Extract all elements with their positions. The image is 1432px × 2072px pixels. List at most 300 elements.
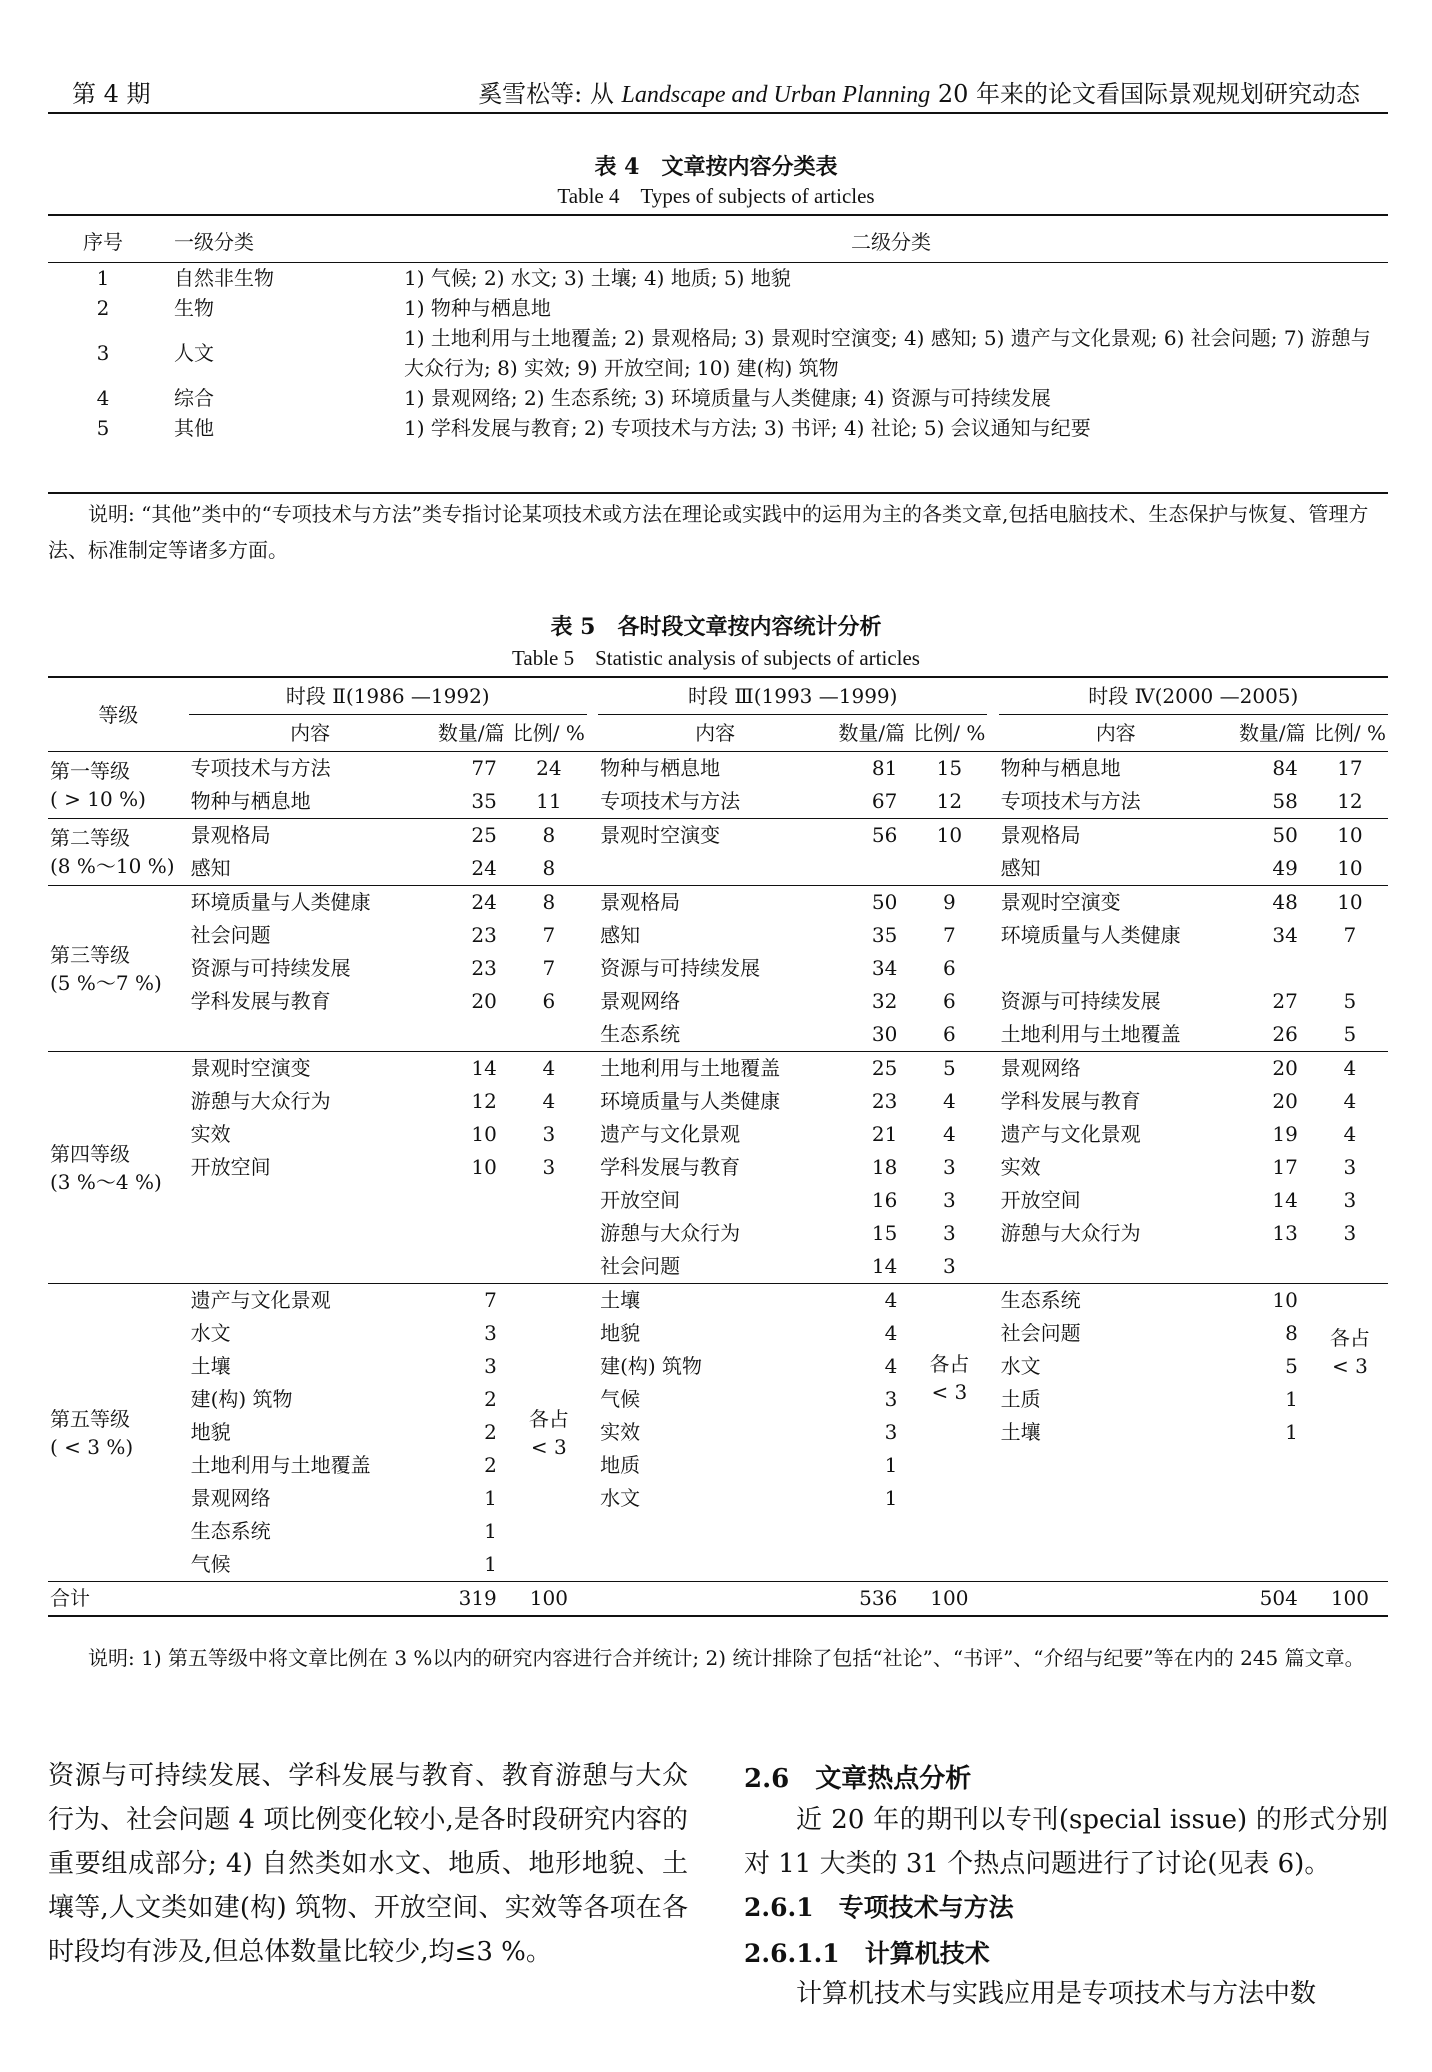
table5-cell-ratio: 3 xyxy=(1343,1188,1357,1212)
table5-cell-content xyxy=(189,1250,432,1284)
table5-gap xyxy=(987,1482,998,1515)
table5-cell-count: 30 xyxy=(871,1022,898,1046)
table5-total-ratio: 100 xyxy=(1312,1582,1388,1617)
table5-gap xyxy=(587,752,598,786)
table5-level-range: (8 %～10 %) xyxy=(50,854,175,878)
header-rule xyxy=(48,112,1388,114)
table4-bottom-rule xyxy=(48,492,1388,494)
table5-cell-count xyxy=(1233,1250,1312,1284)
table5-gap xyxy=(587,886,598,920)
table5-cell-count: 23 xyxy=(871,1089,898,1113)
table5-row xyxy=(48,1118,1388,1151)
table5-cell-content: 气候 xyxy=(600,1387,641,1411)
table5-gap xyxy=(587,1217,598,1250)
table5-header-level: 等级 xyxy=(98,702,139,727)
table5-share-value: < 3 xyxy=(931,1379,968,1404)
table5-cell-count: 77 xyxy=(432,752,511,786)
table5-cell-count: 24 xyxy=(471,856,497,880)
table5-cell-content: 景观网络 xyxy=(999,1052,1233,1086)
table5-cell-ratio xyxy=(511,1184,587,1217)
table5-cell-ratio: 7 xyxy=(943,923,956,947)
table5-cell-ratio: 9 xyxy=(911,886,987,920)
table5-row xyxy=(48,1350,1388,1383)
table5-row xyxy=(48,1482,1388,1515)
table5-cell-count: 24 xyxy=(432,886,511,920)
table5-level-cell xyxy=(48,819,189,886)
table5-cell-count: 4 xyxy=(832,1284,911,1318)
table5-gap xyxy=(587,1350,598,1383)
table5-cell-count: 34 xyxy=(871,956,898,980)
table5-gap xyxy=(587,678,598,715)
table5-cell-count: 3 xyxy=(484,1321,497,1345)
table5-cell-count: 10 xyxy=(1233,1284,1312,1318)
table5-cell-content xyxy=(189,1217,432,1250)
table5-cell-count: 25 xyxy=(832,1052,911,1086)
table5-gap xyxy=(587,985,598,1018)
table5-cell-content xyxy=(598,852,832,886)
table5-cell-ratio: 8 xyxy=(511,819,587,853)
table5-cell-ratio: 6 xyxy=(542,989,556,1013)
table5-share-label: 各占 xyxy=(528,1406,569,1431)
table5-row xyxy=(48,919,1388,952)
table5-gap xyxy=(987,852,998,886)
table5-header-content: 内容 xyxy=(695,721,736,745)
table5-cell-count xyxy=(1233,1548,1312,1582)
table5-cell-count: 23 xyxy=(471,923,497,947)
table5-gap xyxy=(587,1449,598,1482)
table5-gap xyxy=(587,1317,598,1350)
table4-cell-no: 3 xyxy=(96,341,110,365)
table5-cell-count: 23 xyxy=(471,956,497,980)
table5-cell-ratio: 6 xyxy=(943,989,956,1013)
table5-cell-count: 4 xyxy=(884,1321,898,1345)
table5-cell-content: 专项技术与方法 xyxy=(189,752,432,786)
table5-cell-count: 5 xyxy=(1285,1354,1298,1378)
table5-level-name: 第一等级 xyxy=(50,759,130,783)
table5-gap xyxy=(587,1548,598,1582)
table5-row xyxy=(48,1383,1388,1416)
section-2-6-1-1-heading: 2.6.1.1 计算机技术 xyxy=(744,1939,990,1968)
table5-row xyxy=(48,1515,1388,1548)
table5-cell-content: 景观格局 xyxy=(999,819,1233,853)
table5-cell-ratio xyxy=(511,1217,587,1250)
table5-cell-ratio: 3 xyxy=(943,1254,956,1278)
table5-gap xyxy=(987,1217,998,1250)
table5-header-ratio: 比例/ % xyxy=(913,721,986,745)
table5-cell-count: 20 xyxy=(471,989,497,1013)
table4-cell-category: 其他 xyxy=(174,416,214,440)
table5-cell-content: 实效 xyxy=(190,1122,231,1146)
table5-cell-content: 社会问题 xyxy=(600,1254,681,1278)
table5-total-row xyxy=(48,1582,1388,1617)
table5-row xyxy=(48,1284,1388,1318)
table5-cell-content: 物种与栖息地 xyxy=(999,752,1233,786)
table5-cell-content: 游憩与大众行为 xyxy=(600,1221,741,1245)
table5-cell-content: 气候 xyxy=(190,1552,231,1576)
table5-cell-content: 社会问题 xyxy=(1000,1321,1081,1345)
table5-row xyxy=(48,1151,1388,1184)
table5-cell-ratio: 7 xyxy=(542,923,556,947)
table5-gap xyxy=(587,852,598,886)
table5-cell-content xyxy=(999,1449,1233,1482)
table5-cell-content: 感知 xyxy=(190,856,231,880)
table5-cell-ratio: 8 xyxy=(542,856,556,880)
section-2-6-heading: 2.6 文章热点分析 xyxy=(744,1764,972,1794)
table5-cell-ratio: 3 xyxy=(1343,1221,1357,1245)
table5-cell-count: 20 xyxy=(1233,1052,1312,1086)
table5-cell-ratio: 10 xyxy=(911,819,987,853)
table5-cell-count: 16 xyxy=(871,1188,898,1212)
table5-row xyxy=(48,785,1388,819)
table5-row xyxy=(48,1548,1388,1582)
table5-total-count: 536 xyxy=(832,1582,911,1617)
table5-header-period: 时段 Ⅳ(2000 —2005) xyxy=(999,678,1388,715)
table5-cell-content: 资源与可持续发展 xyxy=(190,956,351,980)
table5-total-count: 504 xyxy=(1233,1582,1312,1617)
table5-gap xyxy=(987,1284,998,1318)
table5-header-count: 数量/篇 xyxy=(1238,721,1306,745)
table4-caption-en: Table 4 Types of subjects of articles xyxy=(557,184,875,208)
table5-cell-content: 遗产与文化景观 xyxy=(600,1122,741,1146)
table5-cell-content xyxy=(999,952,1233,985)
table5-cell-count: 34 xyxy=(1272,923,1298,947)
table5-cell-ratio: 4 xyxy=(542,1089,556,1113)
table5-gap xyxy=(587,1482,598,1515)
table5-cell-content: 地貌 xyxy=(600,1321,641,1345)
table5-cell-content: 学科发展与教育 xyxy=(600,1155,741,1179)
table5-cell-count: 2 xyxy=(484,1387,497,1411)
table4-row xyxy=(48,293,1388,323)
table5-gap xyxy=(987,1052,998,1086)
table5-cell-ratio: 4 xyxy=(943,1122,956,1146)
table5-level-range: ( > 10 %) xyxy=(50,787,146,811)
table4-row xyxy=(48,413,1388,443)
running-title xyxy=(478,74,1360,109)
table5-cell-content: 水文 xyxy=(190,1321,231,1345)
table5-cell-count xyxy=(1233,1482,1312,1515)
table5-cell-ratio: 7 xyxy=(1343,923,1357,947)
table5-cell-count: 1 xyxy=(884,1486,898,1510)
table5-cell-ratio: 4 xyxy=(1343,1089,1357,1113)
table4-note: 说明: “其他”类中的“专项技术与方法”类专指讨论某项技术或方法在理论或实践中的运用为主的各类文章,包括电脑技术、生态保护与恢复、管理方法、标准制定等诸多方面。 xyxy=(48,502,1369,562)
table5-cell-count xyxy=(1233,1515,1312,1548)
table5-cell-count: 3 xyxy=(884,1420,898,1444)
table5-cell-count: 81 xyxy=(832,752,911,786)
table5-row xyxy=(48,1052,1388,1086)
table5-cell-content: 感知 xyxy=(600,923,641,947)
table5-cell-content: 土地利用与土地覆盖 xyxy=(1000,1022,1181,1046)
table5-gap xyxy=(587,1085,598,1118)
table5-gap xyxy=(987,715,998,752)
table5-gap xyxy=(987,819,998,853)
table5-header-count: 数量/篇 xyxy=(838,721,906,745)
table5-cell-ratio: 10 xyxy=(1312,819,1388,853)
table5-gap xyxy=(987,1582,998,1617)
table5-cell-content xyxy=(999,1250,1233,1284)
table5-cell-content xyxy=(598,1548,832,1582)
table5-cell-content: 学科发展与教育 xyxy=(1000,1089,1141,1113)
table5-cell-ratio: 4 xyxy=(943,1089,956,1113)
table5-gap xyxy=(587,1383,598,1416)
table5-cell-count xyxy=(832,1515,911,1548)
table5-level-name: 第五等级 xyxy=(50,1406,130,1431)
section-2-6-1-heading: 2.6.1 专项技术与方法 xyxy=(744,1893,1014,1922)
table5-cell-ratio: 17 xyxy=(1312,752,1388,786)
table5-gap xyxy=(987,1151,998,1184)
table5-cell-ratio xyxy=(1312,952,1388,985)
table5-gap xyxy=(987,1184,998,1217)
table5-cell-content: 物种与栖息地 xyxy=(598,752,832,786)
table5-gap xyxy=(987,1383,998,1416)
table5-gap xyxy=(987,1449,998,1482)
table5-cell-ratio: 3 xyxy=(943,1188,956,1212)
table5-share-label: 各占 xyxy=(929,1351,970,1376)
table5-cell-count: 7 xyxy=(432,1284,511,1318)
table5-cell-count xyxy=(432,1018,511,1052)
table5-gap xyxy=(987,752,998,786)
table5-cell-ratio: 10 xyxy=(1337,856,1363,880)
table5-cell-content: 感知 xyxy=(1000,856,1041,880)
table5-cell-ratio: 3 xyxy=(542,1122,556,1146)
table5-level-range: (3 %～4 %) xyxy=(50,1169,162,1194)
table5-cell-content: 社会问题 xyxy=(190,923,271,947)
table5-gap xyxy=(987,1350,998,1383)
table5-cell-count: 8 xyxy=(1285,1321,1298,1345)
table5-gap xyxy=(587,1284,598,1318)
table5-cell-content: 建(构) 筑物 xyxy=(600,1354,703,1378)
table5-cell-content: 开放空间 xyxy=(190,1155,271,1179)
table5-cell-content xyxy=(999,1515,1233,1548)
table5-cell-ratio: 24 xyxy=(511,752,587,786)
table5-cell-content: 环境质量与人类健康 xyxy=(189,886,432,920)
table4-cell-no: 1 xyxy=(96,266,110,290)
journal-name: Landscape and Urban Planning xyxy=(621,82,931,108)
table5-row xyxy=(48,852,1388,886)
table5-cell-count: 14 xyxy=(432,1052,511,1086)
table5-cell-content: 游憩与大众行为 xyxy=(190,1089,331,1113)
table5-cell-count xyxy=(832,1548,911,1582)
table5-cell-count: 50 xyxy=(1233,819,1312,853)
table5-cell-count: 21 xyxy=(871,1122,898,1146)
table5-share-value: < 3 xyxy=(1331,1354,1368,1378)
table5-row xyxy=(48,985,1388,1018)
table5-cell-ratio: 6 xyxy=(943,1022,956,1046)
table5-cell-content: 景观时空演变 xyxy=(598,819,832,853)
table5-cell-content: 生态系统 xyxy=(999,1284,1233,1318)
table5-cell-count: 50 xyxy=(832,886,911,920)
table5-cell-count: 20 xyxy=(1272,1089,1298,1113)
table5-gap xyxy=(987,886,998,920)
table5-cell-ratio: 5 xyxy=(1343,989,1357,1013)
table5-cell-count: 2 xyxy=(484,1420,497,1444)
table4-cell-subcategories: 1) 土地利用与土地覆盖; 2) 景观格局; 3) 景观时空演变; 4) 感知; 5) 遗产与文化景观; 6) 社会问题; 7) 游憩与大众行为; 8) 实效; 9) 开放空间; 10) 建(构) 筑物 xyxy=(404,326,1371,380)
table5-gap xyxy=(587,1018,598,1052)
table5-cell-content: 土壤 xyxy=(1000,1420,1041,1444)
table5-cell-ratio: 7 xyxy=(542,956,556,980)
table5-body xyxy=(48,678,1388,1616)
table5-header-count: 数量/篇 xyxy=(437,721,505,745)
table4-cell-subcategories: 1) 物种与栖息地 xyxy=(404,296,551,320)
table5-cell-ratio: 5 xyxy=(1343,1022,1357,1046)
table5-cell-content: 游憩与大众行为 xyxy=(1000,1221,1141,1245)
table5-gap xyxy=(587,1118,598,1151)
table5-cell-count: 10 xyxy=(471,1122,497,1146)
table5-cell-count: 1 xyxy=(1285,1387,1298,1411)
table5-cell-share xyxy=(511,1284,587,1582)
section-2-6-1-1-paragraph: 计算机技术与实践应用是专项技术与方法中数 xyxy=(796,1979,1317,2009)
table5-cell-ratio: 12 xyxy=(1337,789,1363,813)
table5-cell-count: 18 xyxy=(871,1155,898,1179)
table5-cell-ratio: 11 xyxy=(536,789,562,813)
table5-level-range: ( < 3 %) xyxy=(50,1434,134,1459)
table5-cell-content: 环境质量与人类健康 xyxy=(600,1089,781,1113)
table5-cell-count: 12 xyxy=(471,1089,497,1113)
table5-cell-count: 48 xyxy=(1233,886,1312,920)
table5-cell-count: 67 xyxy=(871,789,898,813)
table5-cell-count xyxy=(1233,1449,1312,1482)
table4-cell-no: 4 xyxy=(96,386,110,410)
table5-header-row xyxy=(48,678,1388,715)
table5-gap xyxy=(987,1317,998,1350)
table5-cell-ratio xyxy=(911,852,987,886)
table5-cell-count: 84 xyxy=(1233,752,1312,786)
table5-cell-content: 实效 xyxy=(1000,1155,1041,1179)
table5-cell-content: 水文 xyxy=(600,1486,641,1510)
running-title-post: 20 年来的论文看国际景观规划研究动态 xyxy=(930,80,1360,108)
table4-caption-cn: 表 4 文章按内容分类表 xyxy=(594,154,838,180)
table5-cell-ratio: 4 xyxy=(1343,1122,1357,1146)
table5-cell-count: 17 xyxy=(1272,1155,1298,1179)
table5-cell-ratio xyxy=(511,1250,587,1284)
table5-cell-content: 遗产与文化景观 xyxy=(189,1284,432,1318)
table5-cell-content: 景观网络 xyxy=(190,1486,271,1510)
table5-gap xyxy=(587,1582,598,1617)
table5-cell-count: 10 xyxy=(471,1155,497,1179)
table5-gap xyxy=(587,1416,598,1449)
table5-gap xyxy=(987,1548,998,1582)
table5-total-ratio: 100 xyxy=(911,1582,987,1617)
table5-cell-count: 1 xyxy=(484,1519,497,1543)
table4-header-no: 序号 xyxy=(48,222,158,263)
table5-gap xyxy=(987,1416,998,1449)
table5-cell-count: 32 xyxy=(871,989,898,1013)
issue-number: 第 4 期 xyxy=(72,80,151,108)
table5-cell-content: 景观时空演变 xyxy=(189,1052,432,1086)
table5-total-spacer xyxy=(999,1582,1233,1617)
table5-cell-ratio: 3 xyxy=(943,1221,956,1245)
body-left-paragraph: 资源与可持续发展、学科发展与教育、教育游憩与大众行为、社会问题 4 项比例变化较小,是各时段研究内容的重要组成部分; 4) 自然类如水文、地质、地形地貌、土壤等,人文类如建(构) 筑物、开放空间、实效等各项在各时段均有涉及,但总体数量比较少,均≤3 %。 xyxy=(48,1761,688,1967)
table4-cell-category: 综合 xyxy=(174,386,214,410)
table5-gap xyxy=(587,1515,598,1548)
table4-cell-category: 自然非生物 xyxy=(174,266,274,290)
running-title-pre: 奚雪松等: 从 xyxy=(478,80,622,108)
table5-cell-content: 土壤 xyxy=(598,1284,832,1318)
table5-cell-count: 1 xyxy=(1285,1420,1298,1444)
table5-gap xyxy=(587,1184,598,1217)
table5-gap xyxy=(987,919,998,952)
table5-cell-content: 土壤 xyxy=(190,1354,231,1378)
table5-cell-content: 开放空间 xyxy=(600,1188,681,1212)
table5-level-name: 第二等级 xyxy=(50,826,130,850)
table5-cell-count: 35 xyxy=(471,789,497,813)
table5-cell-count: 14 xyxy=(1272,1188,1298,1212)
table5-gap xyxy=(587,1052,598,1086)
table5-level-cell xyxy=(48,1052,189,1284)
table5-cell-count: 26 xyxy=(1272,1022,1298,1046)
table4-cell-no: 2 xyxy=(96,296,110,320)
table5-header-ratio: 比例/ % xyxy=(512,721,585,745)
table5-cell-content: 地质 xyxy=(600,1453,641,1477)
table5-cell-count: 2 xyxy=(484,1453,497,1477)
table5-gap xyxy=(587,715,598,752)
table5-cell-ratio: 12 xyxy=(936,789,963,813)
table5-cell-count xyxy=(432,1184,511,1217)
table5-cell-ratio: 10 xyxy=(1312,886,1388,920)
table5-row xyxy=(48,752,1388,786)
table5-cell-count: 25 xyxy=(432,819,511,853)
table5-header-content: 内容 xyxy=(290,721,331,745)
table5-header-content: 内容 xyxy=(1095,721,1136,745)
table5-level-name: 第三等级 xyxy=(50,942,130,967)
table5-cell-content: 生态系统 xyxy=(600,1022,681,1046)
table5-cell-content: 景观时空演变 xyxy=(999,886,1233,920)
table5-total-spacer xyxy=(598,1582,832,1617)
table5-row xyxy=(48,1250,1388,1284)
table5-gap xyxy=(987,1515,998,1548)
table5-cell-ratio: 5 xyxy=(911,1052,987,1086)
table4-cell-subcategories: 1) 学科发展与教育; 2) 专项技术与方法; 3) 书评; 4) 社论; 5) 会议通知与纪要 xyxy=(404,416,1091,440)
table5-cell-content: 遗产与文化景观 xyxy=(1000,1122,1141,1146)
table4-row xyxy=(48,323,1388,383)
table5-gap xyxy=(987,785,998,819)
table5-gap xyxy=(587,1250,598,1284)
table5-total-spacer xyxy=(189,1582,432,1617)
table5-header-ratio: 比例/ % xyxy=(1313,721,1386,745)
table5-row xyxy=(48,1184,1388,1217)
table5-cell-content: 地貌 xyxy=(190,1420,231,1444)
table5-cell-count: 1 xyxy=(884,1453,898,1477)
table5-cell-count xyxy=(432,1217,511,1250)
table5-gap xyxy=(987,1118,998,1151)
table5-total-label: 合计 xyxy=(48,1582,189,1617)
table5-row xyxy=(48,1317,1388,1350)
table5-gap xyxy=(587,785,598,819)
table5-header-period: 时段 Ⅲ(1993 —1999) xyxy=(598,678,987,715)
table5-level-range: (5 %～7 %) xyxy=(50,970,162,995)
table5-cell-ratio: 4 xyxy=(1312,1052,1388,1086)
table5-cell-ratio: 4 xyxy=(511,1052,587,1086)
table5-cell-ratio xyxy=(511,1018,587,1052)
table5-cell-count xyxy=(832,852,911,886)
table5-cell-content xyxy=(189,1018,432,1052)
table4-top-rule xyxy=(48,214,1388,216)
table5-share-value: < 3 xyxy=(530,1434,567,1459)
table5-row xyxy=(48,819,1388,853)
table5-share-label: 各占 xyxy=(1329,1326,1370,1350)
table4-header-sub: 二级分类 xyxy=(404,222,1388,263)
table5-cell-content: 水文 xyxy=(1000,1354,1041,1378)
table5-row xyxy=(48,1018,1388,1052)
table5-cell-content xyxy=(189,1184,432,1217)
table5-cell-content: 土地利用与土地覆盖 xyxy=(598,1052,832,1086)
table5-cell-count: 35 xyxy=(871,923,898,947)
table5-cell-content xyxy=(598,1515,832,1548)
table5-cell-count: 3 xyxy=(484,1354,497,1378)
table5-subheader-row xyxy=(48,715,1388,752)
table4-row xyxy=(48,263,1388,294)
table5-cell-content: 专项技术与方法 xyxy=(1000,789,1141,813)
table5-cell-content: 景观格局 xyxy=(189,819,432,853)
